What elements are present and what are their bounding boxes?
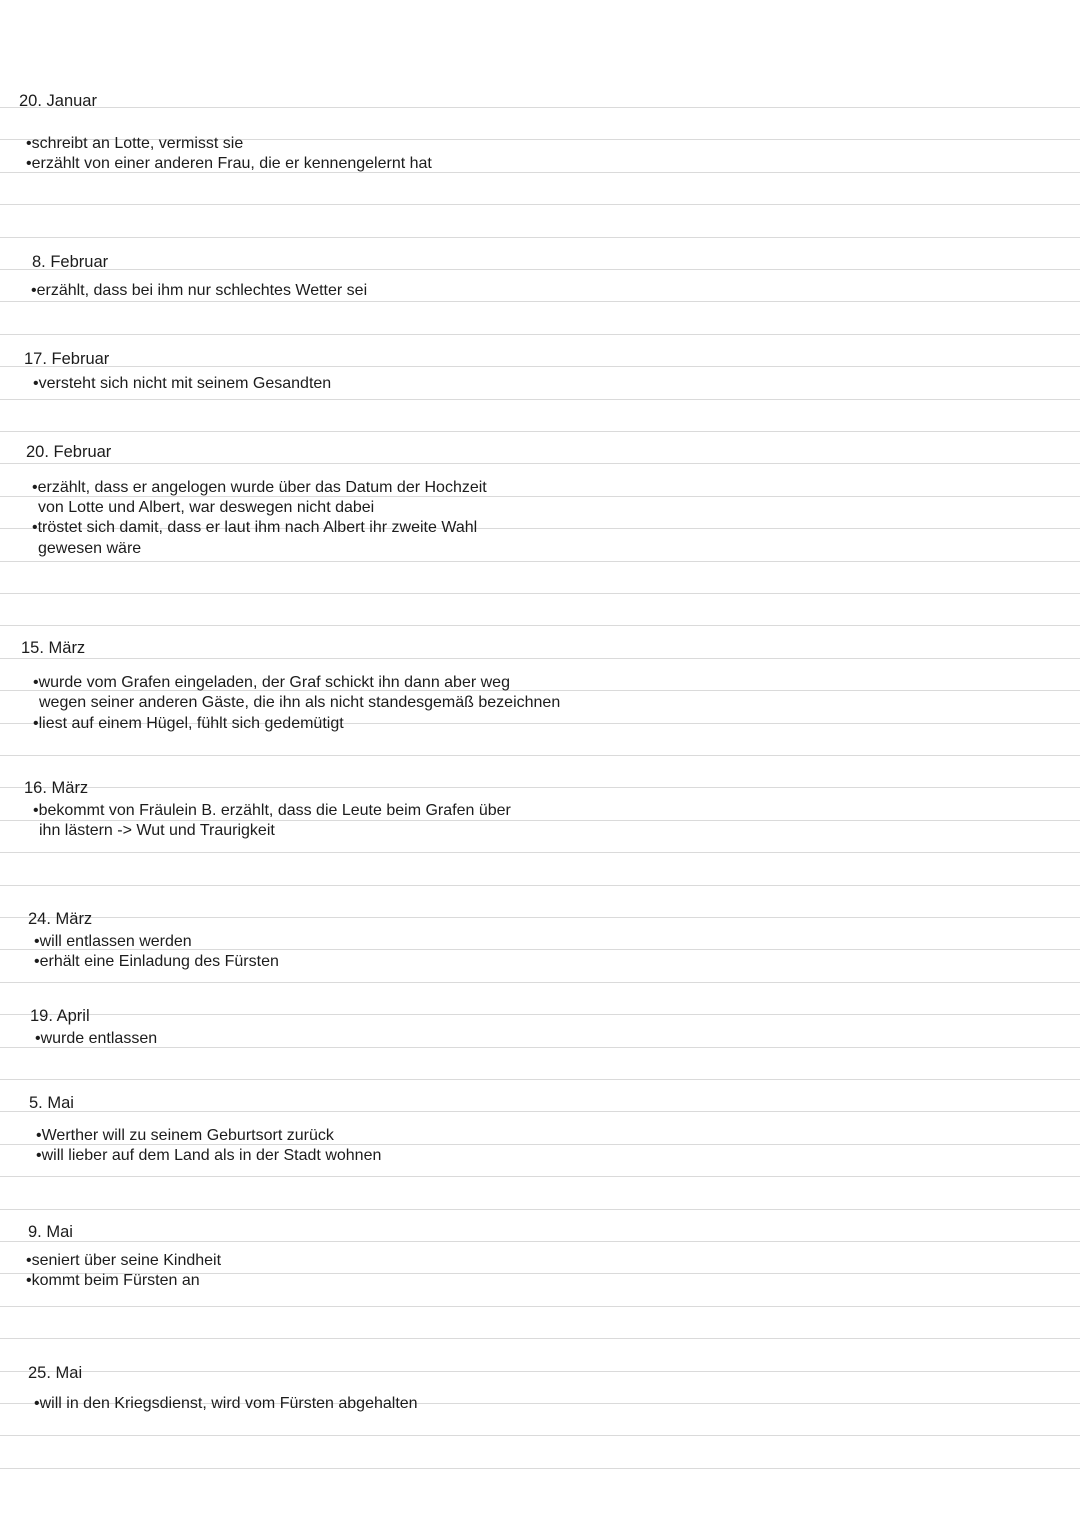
entry-line: ihn lästern -> Wut und Traurigkeit (39, 822, 275, 839)
entry-line: •seniert über seine Kindheit (26, 1252, 222, 1269)
ruled-line (0, 1435, 1080, 1436)
entry-date: 25. Mai (28, 1364, 83, 1382)
ruled-line (0, 269, 1080, 270)
entry-line: •erzählt von einer anderen Frau, die er kennengelernt hat (26, 155, 432, 172)
entry-date: 20. Februar (26, 443, 112, 461)
ruled-line (0, 301, 1080, 302)
ruled-line (0, 787, 1080, 788)
ruled-line (0, 593, 1080, 594)
ruled-line (0, 561, 1080, 562)
ruled-line (0, 625, 1080, 626)
entry-line: •Werther will zu seinem Geburtsort zurück (36, 1127, 334, 1144)
ruled-line (0, 204, 1080, 205)
ruled-line (0, 917, 1080, 918)
entry-date: 16. März (24, 779, 89, 797)
ruled-line (0, 1014, 1080, 1015)
entry-date: 5. Mai (29, 1094, 74, 1112)
entry-line: •wurde vom Grafen eingeladen, der Graf schickt ihn dann aber weg (33, 674, 510, 691)
entry-date: 19. April (30, 1007, 90, 1025)
ruled-line (0, 755, 1080, 756)
ruled-line (0, 1306, 1080, 1307)
ruled-line (0, 852, 1080, 853)
ruled-line (0, 431, 1080, 432)
entry-line: wegen seiner anderen Gäste, die ihn als nicht standesgemäß bezeichnen (39, 694, 561, 711)
ruled-line (0, 1111, 1080, 1112)
ruled-line (0, 1241, 1080, 1242)
entry-line: •will lieber auf dem Land als in der Stadt wohnen (36, 1147, 382, 1164)
entry-line: •erzählt, dass er angelogen wurde über das Datum der Hochzeit (32, 479, 487, 496)
ruled-line (0, 1338, 1080, 1339)
ruled-line (0, 1176, 1080, 1177)
entry-line: •liest auf einem Hügel, fühlt sich gedemütigt (33, 715, 344, 732)
entry-line: •bekommt von Fräulein B. erzählt, dass die Leute beim Grafen über (33, 802, 511, 819)
entry-line: gewesen wäre (38, 540, 142, 557)
entry-line: •versteht sich nicht mit seinem Gesandten (33, 375, 332, 392)
ruled-line (0, 237, 1080, 238)
entry-line: •tröstet sich damit, dass er laut ihm nach Albert ihr zweite Wahl (32, 519, 478, 536)
entry-line: •schreibt an Lotte, vermisst sie (26, 135, 244, 152)
ruled-line (0, 463, 1080, 464)
ruled-line (0, 658, 1080, 659)
ruled-line (0, 366, 1080, 367)
entry-date: 24. März (28, 910, 93, 928)
entry-line: •erzählt, dass bei ihm nur schlechtes Wetter sei (31, 282, 368, 299)
entry-date: 9. Mai (28, 1223, 73, 1241)
entry-line: •will in den Kriegsdienst, wird vom Fürsten abgehalten (34, 1395, 418, 1412)
ruled-line (0, 1209, 1080, 1210)
entry-line: •erhält eine Einladung des Fürsten (34, 953, 279, 970)
entry-line: •wurde entlassen (35, 1030, 158, 1047)
ruled-line (0, 1468, 1080, 1469)
ruled-line (0, 334, 1080, 335)
ruled-line (0, 1371, 1080, 1372)
ruled-line (0, 1047, 1080, 1048)
entry-line: •will entlassen werden (34, 933, 192, 950)
entry-date: 17. Februar (24, 350, 110, 368)
ruled-line (0, 982, 1080, 983)
ruled-line (0, 107, 1080, 108)
entry-line: •kommt beim Fürsten an (26, 1272, 200, 1289)
ruled-line (0, 885, 1080, 886)
ruled-line (0, 1079, 1080, 1080)
entry-line: von Lotte und Albert, war deswegen nicht dabei (38, 499, 375, 516)
entry-date: 15. März (21, 639, 86, 657)
entry-date: 20. Januar (19, 92, 97, 110)
ruled-line (0, 399, 1080, 400)
entry-date: 8. Februar (32, 253, 109, 271)
